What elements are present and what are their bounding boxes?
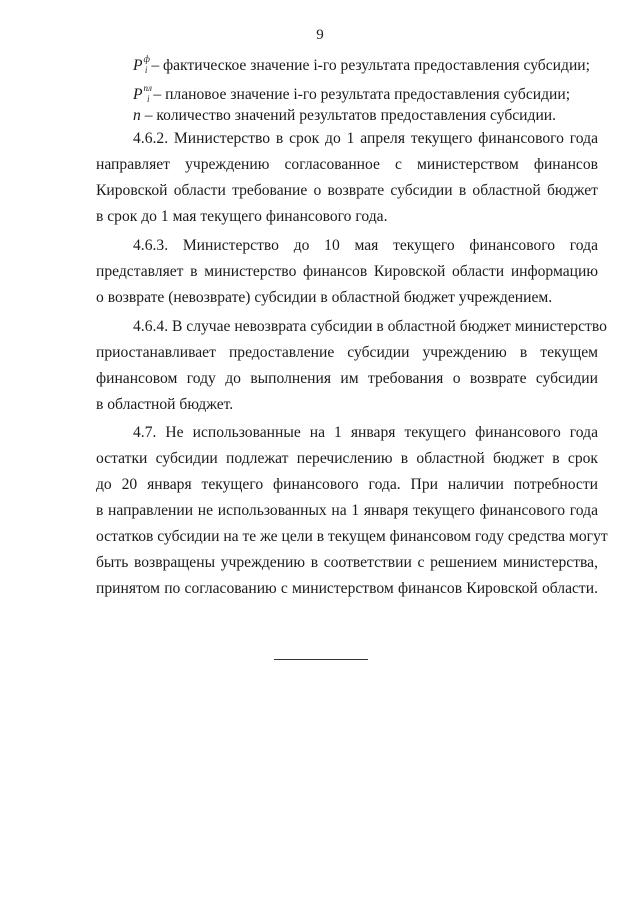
closing-rule — [274, 659, 368, 660]
paragraph-line: в областной бюджет. — [96, 396, 234, 413]
page-number: 9 — [316, 27, 324, 43]
symbol: $P^{пл}_i$ — [133, 83, 152, 104]
paragraph-line: 4.6.2. Министерство в срок до 1 апреля текущего финансового года — [133, 130, 598, 147]
paragraph-line: в направлении не использованных на 1 января текущего финансового года — [96, 502, 598, 519]
paragraph-line: Кировской области требование о возврате субсидии в областной бюджет — [96, 182, 598, 199]
paragraph-line: 4.6.4. В случае невозврата субсидии в областной бюджет министерство — [133, 318, 607, 335]
paragraph-line: остатки субсидии подлежат перечислению в областной бюджет в срок — [96, 450, 598, 467]
paragraph-line: в срок до 1 мая текущего финансового года. — [96, 208, 388, 225]
paragraph-line: до 20 января текущего финансового года. При наличии потребности — [96, 476, 598, 493]
definition-text: – количество значений результатов предоставления субсидии. — [140, 107, 557, 124]
symbol: $P^ф_i$ — [133, 54, 150, 75]
paragraph-line: принятом по согласованию с министерством финансов Кировской области. — [96, 580, 598, 597]
paragraph-line: быть возвращены учреждению в соответствии с решением министерства, — [96, 554, 598, 571]
paragraph-line: 4.6.3. Министерство до 10 мая текущего финансового года — [133, 237, 598, 254]
definition-text: – плановое значение i-го результата предоставления субсидии; — [149, 86, 571, 103]
paragraph-line: о возврате (невозврате) субсидии в областной бюджет учреждением. — [96, 289, 553, 306]
paragraph-line: 4.7. Не использованные на 1 января текущего финансового года — [133, 424, 598, 441]
paragraph-line: представляет в министерство финансов Кировской области информацию — [96, 263, 598, 280]
paragraph-line: приостанавливает предоставление субсидии учреждению в текущем — [96, 344, 598, 361]
paragraph-line: финансовом году до выполнения им требования о возврате субсидии — [96, 370, 598, 387]
definition-text: – фактическое значение i-го результата предоставления субсидии; — [147, 57, 590, 74]
definition-planned — [133, 78, 570, 109]
definition-actual — [133, 49, 590, 80]
definition-count — [133, 106, 556, 126]
paragraph-line: остатков субсидии на те же цели в текущем финансовом году средства могут — [96, 528, 608, 545]
paragraph-line: направляет учреждению согласованное с министерством финансов — [96, 156, 598, 173]
symbol: n — [133, 107, 141, 124]
